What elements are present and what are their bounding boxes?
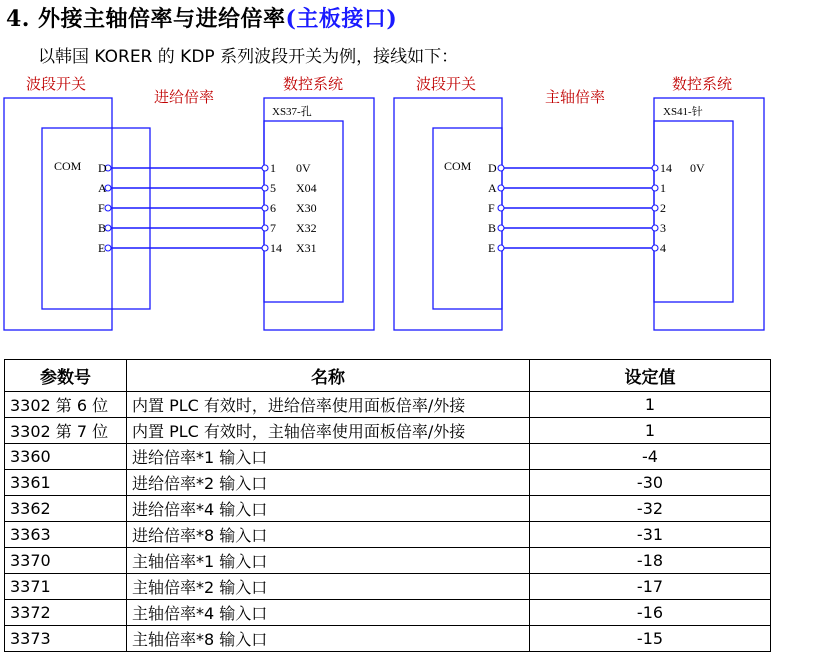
- com-label: COM: [54, 159, 82, 173]
- table-row: [5, 522, 771, 548]
- cnc-pin-number: 3: [660, 221, 666, 235]
- cnc-terminal: [262, 245, 268, 251]
- signal-label: 0V: [690, 161, 705, 175]
- cnc-terminal: [652, 185, 658, 191]
- cnc-terminal: [262, 225, 268, 231]
- cnc-terminal: [652, 165, 658, 171]
- cell-setting-value: -32: [530, 496, 771, 522]
- switch-pin-label: A: [98, 181, 107, 195]
- cell-name: 主轴倍率*2 输入口: [127, 574, 530, 600]
- switch-pin-label: A: [488, 181, 497, 195]
- switch-terminal: [105, 205, 111, 211]
- override-label: 主轴倍率: [545, 88, 606, 106]
- table-row: [5, 444, 771, 470]
- signal-label: 0V: [296, 161, 311, 175]
- switch-terminal: [105, 245, 111, 251]
- cnc-pin-number: 7: [270, 221, 276, 235]
- table-header-row: [5, 360, 771, 392]
- signal-label: X31: [296, 241, 317, 255]
- switch-pin-label: E: [98, 241, 106, 255]
- cell-setting-value: 1: [530, 418, 771, 444]
- cnc-label: 数控系统: [672, 75, 733, 93]
- cell-param-number: 3373: [5, 626, 127, 652]
- section-number: 4.: [6, 6, 30, 32]
- cell-setting-value: -18: [530, 548, 771, 574]
- cell-setting-value: -16: [530, 600, 771, 626]
- switch-pin-label: B: [488, 221, 497, 235]
- cnc-pin-number: 14: [660, 161, 672, 175]
- cell-setting-value: -30: [530, 470, 771, 496]
- cnc-terminal: [652, 245, 658, 251]
- table-row: [5, 392, 771, 418]
- cnc-pin-number: 4: [660, 241, 666, 255]
- cnc-pin-number: 1: [660, 181, 666, 195]
- cell-param-number: 3361: [5, 470, 127, 496]
- switch-pin-label: E: [488, 241, 496, 255]
- table-row: [5, 418, 771, 444]
- table-row: [5, 470, 771, 496]
- cell-name: 进给倍率*4 输入口: [127, 496, 530, 522]
- switch-pin-label: D: [98, 161, 107, 175]
- cnc-terminal: [652, 225, 658, 231]
- switch-terminal: [498, 225, 504, 231]
- header-param-number: 参数号: [5, 360, 127, 392]
- connector-label: XS41-针: [663, 106, 703, 118]
- cell-param-number: 3363: [5, 522, 127, 548]
- cell-param-number: 3370: [5, 548, 127, 574]
- section-heading: [6, 2, 397, 33]
- cell-name: 进给倍率*1 输入口: [127, 444, 530, 470]
- cnc-terminal: [262, 165, 268, 171]
- cell-name: 内置 PLC 有效时，进给倍率使用面板倍率/外接: [127, 392, 530, 418]
- cnc-label: 数控系统: [283, 75, 344, 93]
- table-row: [5, 548, 771, 574]
- cell-param-number: 3372: [5, 600, 127, 626]
- signal-label: X32: [296, 221, 317, 235]
- cell-param-number: 3360: [5, 444, 127, 470]
- cnc-pin-number: 6: [270, 201, 276, 215]
- cell-param-number: 3302 第 7 位: [5, 418, 127, 444]
- wiring-diagrams: [0, 66, 819, 336]
- switch-pin-label: B: [98, 221, 107, 235]
- cell-setting-value: 1: [530, 392, 771, 418]
- switch-terminal: [498, 185, 504, 191]
- switch-label: 波段开关: [26, 75, 87, 93]
- switch-label: 波段开关: [416, 75, 477, 93]
- switch-box: [394, 98, 502, 330]
- cell-setting-value: -31: [530, 522, 771, 548]
- cell-name: 进给倍率*8 输入口: [127, 522, 530, 548]
- table-row: [5, 574, 771, 600]
- cell-name: 进给倍率*2 输入口: [127, 470, 530, 496]
- signal-label: X04: [296, 181, 317, 195]
- cnc-terminal: [262, 185, 268, 191]
- cnc-terminal: [262, 205, 268, 211]
- cell-param-number: 3371: [5, 574, 127, 600]
- switch-inner-box: [42, 128, 150, 309]
- switch-pin-label: F: [488, 201, 495, 215]
- cnc-pin-number: 14: [270, 241, 282, 255]
- header-name: 名称: [127, 360, 530, 392]
- cell-setting-value: -4: [530, 444, 771, 470]
- cnc-box: [654, 98, 764, 330]
- cnc-pin-number: 5: [270, 181, 276, 195]
- intro-text: 以韩国 KORER 的 KDP 系列波段开关为例，接线如下：: [38, 47, 459, 67]
- header-setting-value: 设定值: [530, 360, 771, 392]
- com-label: COM: [444, 159, 472, 173]
- cell-name: 主轴倍率*4 输入口: [127, 600, 530, 626]
- cell-name: 主轴倍率*8 输入口: [127, 626, 530, 652]
- cell-param-number: 3362: [5, 496, 127, 522]
- section-title: 外接主轴倍率与进给倍率: [37, 6, 286, 32]
- table-row: [5, 626, 771, 652]
- table-row: [5, 496, 771, 522]
- signal-label: X30: [296, 201, 317, 215]
- cnc-terminal: [652, 205, 658, 211]
- cnc-box: [264, 98, 374, 330]
- cell-name: 内置 PLC 有效时，主轴倍率使用面板倍率/外接: [127, 418, 530, 444]
- table-row: [5, 600, 771, 626]
- switch-terminal: [498, 245, 504, 251]
- section-title-parenthetical: (主板接口): [285, 6, 398, 32]
- cnc-pin-number: 1: [270, 161, 276, 175]
- cnc-pin-number: 2: [660, 201, 666, 215]
- switch-pin-label: D: [488, 161, 497, 175]
- switch-pin-label: F: [98, 201, 105, 215]
- cell-setting-value: -15: [530, 626, 771, 652]
- cell-name: 主轴倍率*1 输入口: [127, 548, 530, 574]
- switch-terminal: [498, 165, 504, 171]
- switch-inner-box: [433, 128, 502, 309]
- cell-param-number: 3302 第 6 位: [5, 392, 127, 418]
- switch-terminal: [498, 205, 504, 211]
- parameter-table: [4, 359, 771, 652]
- switch-box: [4, 98, 112, 330]
- connector-label: XS37-孔: [272, 106, 312, 118]
- cell-setting-value: -17: [530, 574, 771, 600]
- override-label: 进给倍率: [154, 88, 215, 106]
